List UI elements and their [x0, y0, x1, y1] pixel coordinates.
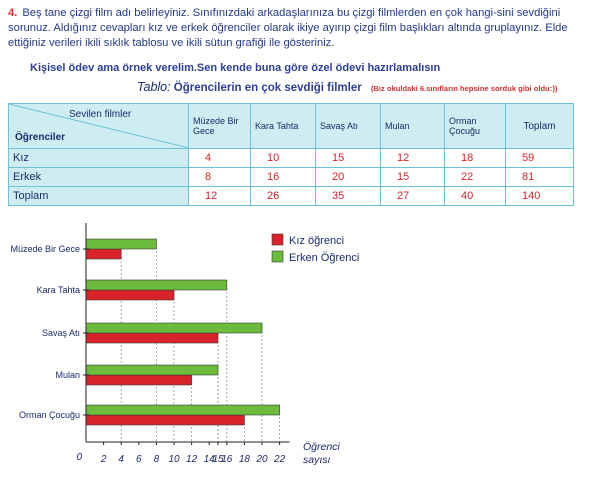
table-title-label: Tablo:: [137, 80, 171, 94]
table-header-row: [9, 104, 574, 149]
bar-boy: [86, 365, 218, 375]
x-tick-label: 14: [203, 454, 215, 465]
category-label: Orman Çocuğu: [18, 410, 80, 420]
x-tick-label: 22: [274, 454, 286, 465]
x-axis-title: sayısı: [303, 454, 331, 466]
table-title: [137, 80, 557, 94]
x-tick-label: 4: [118, 454, 124, 465]
category-label: Kara Tahta: [36, 285, 80, 295]
bar-girl: [86, 333, 218, 343]
table-cell: 22: [445, 168, 506, 187]
column-header: Müzede Bir Gece: [189, 104, 251, 149]
table-cell: 140: [506, 187, 574, 206]
table-cell: 15: [316, 149, 381, 168]
x-tick-label: 10: [168, 454, 180, 465]
bar-boy: [86, 323, 262, 333]
question-text: [8, 6, 596, 51]
bar-boy: [86, 280, 227, 290]
question-body: Beş tane çizgi film adı belirleyiniz. Sınıfınızdaki arkadaşlarınıza bu çizgi filmlerden en çok hangi-sini sevdiğini sorunuz. Aldığınız cevapları kız ve erkek öğrenciler olarak ikiye ayırıp çizgi film başlıkları altında gruplayınız. Elde ettiğiniz verileri ikili sıklık tablosu ve ikili sütun grafiği ile gösteriniz.: [8, 7, 568, 49]
table-cell: 59: [506, 149, 574, 168]
legend-label: Kız öğrenci: [289, 235, 345, 247]
table-cell: 20: [316, 168, 381, 187]
table-cell: 27: [381, 187, 445, 206]
category-label: Müzede Bir Gece: [10, 244, 80, 254]
table-cell: 18: [445, 149, 506, 168]
table-row: [9, 149, 574, 168]
column-header: Kara Tahta: [251, 104, 316, 149]
table-row: [9, 187, 574, 206]
table-cell: 10: [251, 149, 316, 168]
bar-girl: [86, 290, 174, 300]
x-tick-label: 6: [136, 454, 142, 465]
bar-girl: [86, 415, 244, 425]
category-label: Savaş Atı: [41, 328, 80, 338]
x-tick-label: 18: [238, 454, 250, 465]
row-label: Erkek: [9, 168, 189, 187]
table-cell: 35: [316, 187, 381, 206]
bar-boy: [86, 405, 280, 415]
x-tick-label: 2: [100, 454, 107, 465]
x-tick-label: 20: [256, 454, 268, 465]
table-corner-cell: [9, 104, 189, 149]
table-cell: 16: [251, 168, 316, 187]
column-header-total: Toplam: [506, 104, 574, 149]
row-label: Kız: [9, 149, 189, 168]
table-cell: 26: [251, 187, 316, 206]
bar-girl: [86, 375, 192, 385]
corner-bottom-label: Öğrenciler: [15, 132, 66, 143]
table-cell: 81: [506, 168, 574, 187]
column-header: Mulan: [381, 104, 445, 149]
x-tick-label: 16: [221, 454, 233, 465]
table-row: [9, 168, 574, 187]
bar-girl: [86, 249, 121, 259]
table-cell: 4: [189, 149, 251, 168]
table-cell: 15: [381, 168, 445, 187]
x-tick-label: 8: [153, 454, 160, 465]
row-label: Toplam: [9, 187, 189, 206]
table-cell: 12: [381, 149, 445, 168]
legend-label: Erken Öğrenci: [289, 252, 360, 264]
corner-top-label: Sevilen filmler: [69, 109, 132, 120]
question-number: 4.: [8, 7, 18, 19]
table-cell: 40: [445, 187, 506, 206]
column-header: Savaş Atı: [316, 104, 381, 149]
table-cell: 8: [189, 168, 251, 187]
table-title-name: Öğrencilerin en çok sevdiği filmler: [173, 82, 362, 94]
category-label: Mulan: [55, 370, 80, 380]
table-subtitle: (Biz okuldaki 6.sınıfların hepsine sorduk gibi oldu:)): [370, 84, 558, 93]
x-tick-label: 12: [186, 454, 198, 465]
x-axis-title: Öğrenci: [303, 441, 340, 453]
frequency-table: [8, 103, 574, 206]
x-tick-label: 0: [76, 452, 82, 463]
homework-note: Kişisel ödev ama örnek verelim.Sen kende buna göre özel ödevi hazırlamalısın: [30, 62, 441, 74]
bar-boy: [86, 239, 156, 249]
table-cell: 12: [189, 187, 251, 206]
x-tick-label: 15: [212, 454, 224, 465]
double-bar-chart: [0, 205, 600, 495]
legend-swatch: [272, 251, 283, 262]
legend-swatch: [272, 234, 283, 245]
column-header: Orman Çocuğu: [445, 104, 506, 149]
